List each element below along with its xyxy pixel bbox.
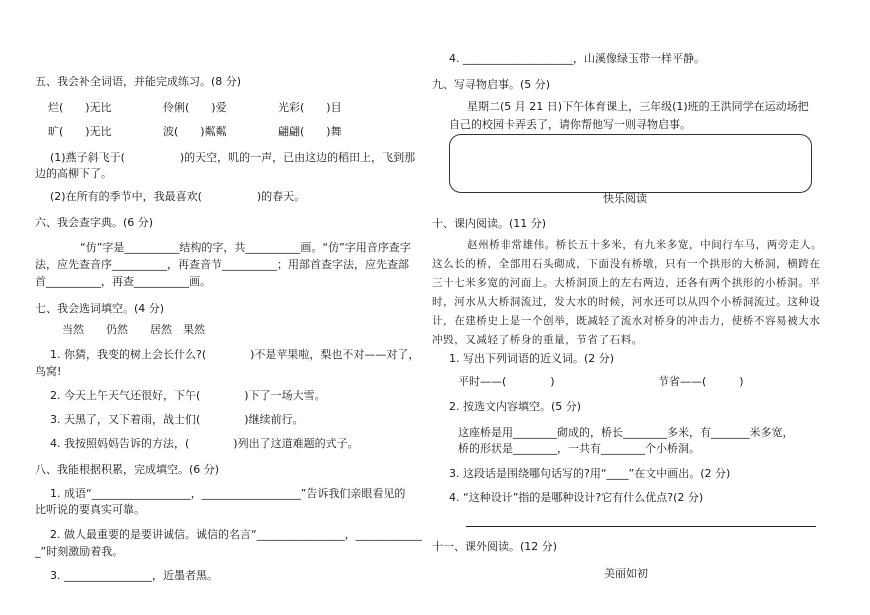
s7-question-2: 2. 今天上午天气还很好，下午( )下了一场大雪。 [50,389,326,402]
s9-para-1: 星期二(5 月 21 日)下午体育课上，三年级(1)班的王洪同学在运动场把 [467,100,809,113]
section-11-title: 十一、课外阅读。(12 分) [432,540,558,553]
s10-q1-word-b: 节省——( ) [658,375,744,388]
top-question-4: 4. ____________________，山溪像绿玉带一样平静。 [449,52,705,65]
passage-line: 冲毁，又减轻了桥身的重量，节省了石料。 [432,334,643,346]
passage-line: 三十七米多宽的河面上。大桥洞顶上的左右两边，还各有两个拱形的小桥洞。平 [432,277,821,289]
word-item: 旷( )无比 [48,125,112,138]
s6-line-1: “仿”字是__________结构的字，共__________画。“仿”字用音序查字 [80,241,411,254]
section-10-title: 十、课内阅读。(11 分) [432,217,547,230]
s7-question-1: 1. 你猜，我变的树上会长什么?( )不是苹果啦，梨也不对——对了， [50,348,420,361]
s10-question-2: 2. 按选文内容填空。(5 分) [449,400,582,413]
word-item: 波( )粼粼 [163,125,227,138]
s7-options: 当然 仍然 居然 果然 [62,323,205,336]
s6-line-2: 法，应先查音序__________，再查音节__________；用部首查字法，应先查部 [35,258,409,271]
passage-line: 这么长的桥，全部用石头砌成，下面没有桥墩，只有一个拱形的大桥洞，横跨在 [432,258,821,270]
s7-question-1-cont: 鸟窝! [35,365,62,378]
section-6-title: 六、我会查字典。(6 分) [35,216,154,229]
section-7-title: 七、我会选词填空。(4 分) [35,302,165,315]
s10-question-4: 4. “这种设计”指的是哪种设计?它有什么优点?(2 分) [449,491,704,504]
s7-question-3: 3. 天黑了，又下着雨，战士们( )继续前行。 [50,413,304,426]
word-item: 伶俐( )爱 [163,101,227,114]
answer-line[interactable] [466,526,816,527]
s10-question-1: 1. 写出下列词语的近义词。(2 分) [449,352,615,365]
s5-question-2: (2)在所有的季节中，我最喜欢( )的春天。 [50,190,306,203]
passage-line: 赵州桥非常雄伟。桥长五十多米，有九米多宽，中间行车马，两旁走人。 [467,239,823,251]
s10-q2-line-1: 这座桥是用________砌成的，桥长________多米，有_______米多宽， [458,426,794,439]
s11-subtitle: 美丽如初 [604,567,648,580]
word-item: 烂( )无比 [48,101,112,114]
section-9-title: 九、写寻物启事。(5 分) [432,78,551,91]
word-item: 光彩( )目 [278,101,342,114]
s8-question-2: 2. 做人最重要的是要讲诚信。诚信的名言“________________，____________ [50,528,422,541]
word-item: 翩翩( )舞 [278,125,342,138]
s7-question-4: 4. 我按照妈妈告诉的方法，( )列出了这道难题的式子。 [50,437,359,450]
s8-question-2-cont: _”时刻激励着我。 [35,545,124,558]
passage-line: 时，河水从大桥洞流过，发大水的时候，河水还可以从四个小桥洞流过。这种设 [432,296,821,308]
s5-question-1-cont: 边的高柳下了。 [35,167,112,180]
s10-question-3: 3. 这段话是围绕哪句话写的?用“____”在文中画出。(2 分) [449,467,731,480]
section-5-title: 五、我会补全词语，并能完成练习。(8 分) [35,75,242,88]
notice-writing-box[interactable] [449,134,812,193]
s8-question-1-cont: 比听说的要真实可靠。 [35,503,145,516]
s9-para-2: 自己的校园卡弄丢了，请你帮他写一则寻物启事。 [449,118,691,131]
s10-q1-word-a: 平时——( ) [458,375,555,388]
s8-question-1: 1. 成语“__________________，__________________”告诉我们亲眼看见的 [50,487,406,500]
s6-line-3: 首__________，再查__________画。 [35,275,211,288]
reading-caption: 快乐阅读 [603,192,647,205]
s8-question-3: 3. ________________，近墨者黑。 [50,569,218,582]
section-8-title: 八、我能根据积累，完成填空。(6 分) [35,463,220,476]
passage-line: 计，在建桥史上是一个创举，既减轻了流水对桥身的冲击力，使桥不容易被大水 [432,315,821,327]
s5-question-1: (1)燕子斜飞于( )的天空，叽的一声，已由这边的稻田上，飞到那 [50,151,416,164]
s10-q2-line-2: 桥的形状是________，一共有________个小桥洞。 [458,442,700,455]
